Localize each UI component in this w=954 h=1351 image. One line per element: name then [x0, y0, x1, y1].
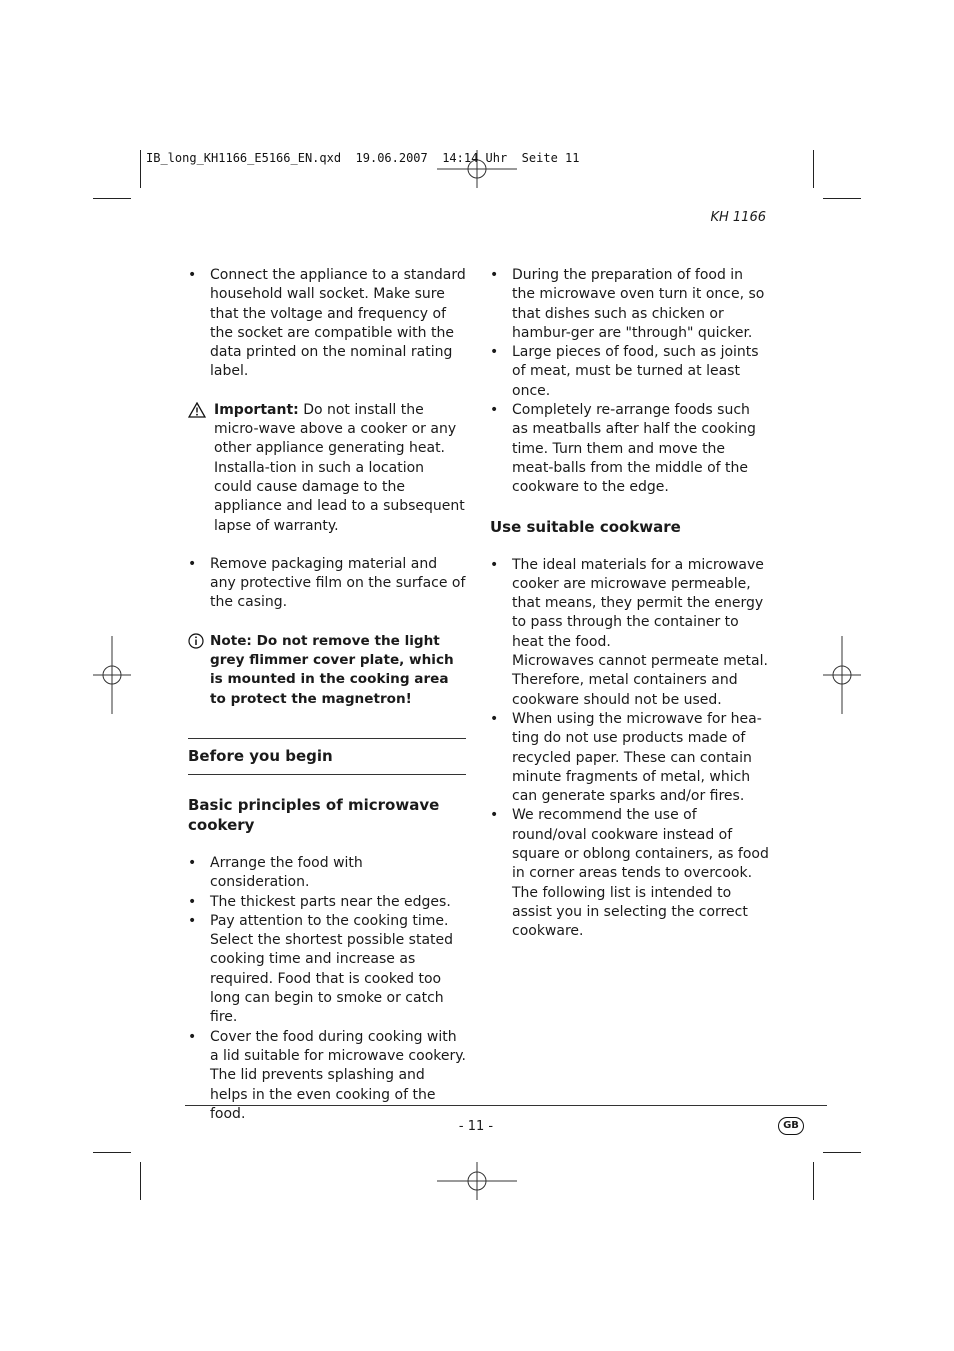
crop-mark	[823, 198, 861, 199]
bullet-list	[490, 556, 770, 942]
bullet-list	[188, 854, 466, 1124]
registration-mark-bottom	[437, 1162, 517, 1200]
list-item-text: • The ideal materials for a microwave cooker are microwave permeable, that means, they permit the energy to pass through the container to heat the food.	[512, 556, 764, 650]
important-text: Do not install the micro-wave above a cooker or any other appliance generating heat. Installa-tion in such a location could cause damage to the appliance and lead to a subsequent lapse of warranty.	[214, 401, 465, 534]
bullet-list	[188, 266, 466, 382]
crop-mark	[823, 1152, 861, 1153]
list-item: • Remove packaging material and any protective film on the surface of the casing.	[188, 555, 466, 613]
list-item-text: Microwaves cannot permeate metal. Therefore, metal containers and cookware should not be used.	[512, 653, 768, 708]
important-label: Important:	[214, 401, 299, 418]
warning-triangle-icon	[188, 402, 206, 424]
registration-mark-right	[823, 636, 861, 714]
list-item-text: The following list is intended to assist you in selecting the correct cookware.	[512, 884, 748, 940]
bullet-list	[490, 266, 770, 498]
important-warning	[188, 401, 466, 536]
list-item: • When using the microwave for hea-ting do not use products made of recycled paper. These can contain minute fragments of metal, which can generate sparks and/or fires.	[490, 710, 770, 806]
list-item-text: • We recommend the use of round/oval cookware instead of square or oblong containers, as food in corner areas tends to overcook.	[512, 807, 769, 882]
info-icon	[188, 633, 204, 655]
list-item	[490, 556, 770, 710]
list-item: • Connect the appliance to a standard household wall socket. Make sure that the voltage and frequency of the socket are compatible with the data printed on the nominal rating label.	[188, 266, 466, 382]
list-item: • Arrange the food with consideration.	[188, 854, 466, 893]
model-number: KH 1166	[710, 210, 766, 225]
language-badge: GB	[778, 1117, 804, 1135]
list-item: • Pay attention to the cooking time. Select the shortest possible stated cooking time and increase as required. Food that is cooked too long can begin to smoke or catch fire.	[188, 912, 466, 1028]
page-number: - 11 -	[458, 1119, 494, 1134]
crop-mark	[140, 150, 141, 188]
crop-mark	[140, 1162, 141, 1200]
list-item: • Large pieces of food, such as joints of meat, must be turned at least once.	[490, 343, 770, 401]
right-column	[490, 266, 770, 942]
subheading: Use suitable cookware	[490, 517, 681, 536]
crop-mark	[93, 198, 131, 199]
list-item	[490, 806, 770, 941]
subheading: Basic principles of microwave cookery	[188, 795, 440, 834]
note-text: Note: Do not remove the light grey flimmer cover plate, which is mounted in the cooking area to protect the magnetron!	[210, 632, 454, 707]
list-item: • The thickest parts near the edges.	[188, 893, 466, 912]
bullet-list	[188, 555, 466, 613]
print-slug: IB_long_KH1166_E5166_EN.qxd 19.06.2007 14:14 Uhr Seite 11	[146, 151, 580, 165]
footer-rule	[185, 1105, 827, 1106]
crop-mark	[813, 150, 814, 188]
registration-mark-left	[93, 636, 131, 714]
list-item: • During the preparation of food in the microwave oven turn it once, so that dishes such as chicken or hambur-ger are "through" quicker.	[490, 266, 770, 343]
note-box	[188, 632, 466, 709]
crop-mark	[813, 1162, 814, 1200]
list-item: • Completely re-arrange foods such as meatballs after half the cooking time. Turn them and move the meat-balls from the middle of the cookware to the edge.	[490, 401, 770, 497]
crop-mark	[93, 1152, 131, 1153]
left-column	[188, 266, 466, 1124]
section-title: Before you begin	[188, 738, 466, 775]
list-item: • Cover the food during cooking with a lid suitable for microwave cookery. The lid prevents splashing and helps in the even cooking of the food.	[188, 1028, 466, 1124]
